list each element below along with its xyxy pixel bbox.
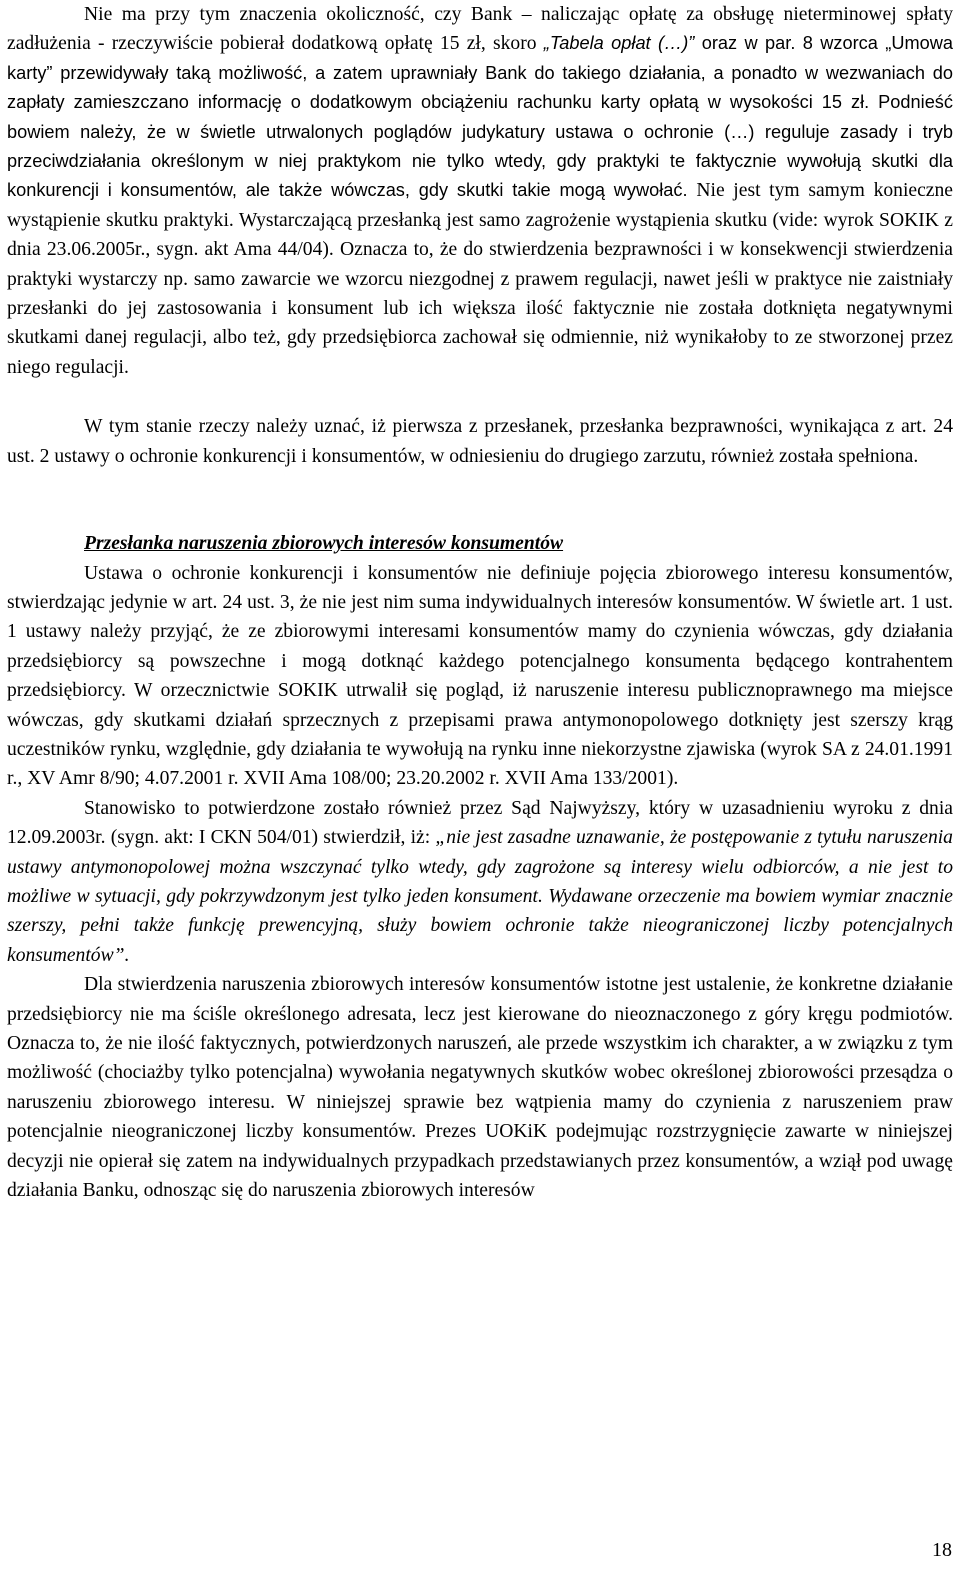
paragraph-5: Dla stwierdzenia naruszenia zbiorowych interesów konsumentów istotne jest ustalenie, że konkretne działanie przedsiębiorcy nie ma ściśle określonego adresata, lecz jest kierowane do nieoznaczonego z góry kręgu podmiotów. Oznacza to, że nie ilość faktycznych, potwierdzonych naruszeń, ale przede wszystkim ich charakter, a w związku z tym możliwość (chociażby tylko potencjalna) wywołania negatywnych skutków wobec określonej zbiorowości przesądza o naruszeniu zbiorowego interesu. W niniejszej sprawie bez wątpienia mamy do czynienia z naruszeniem praw potencjalnie nieograniczonej liczby konsumentów. Prezes UOKiK podejmując rozstrzygnięcie zawarte w niniejszej decyzji nie opierał się zatem na indywidualnych przypadkach przedstawianych przez konsumentów, a wziął pod uwagę działania Banku, odnosząc się do naruszenia zbiorowych interesów [7, 974, 953, 1202]
paragraph-2: W tym stanie rzeczy należy uznać, iż pierwsza z przesłanek, przesłanka bezprawności, wynikająca z art. 24 ust. 2 ustawy o ochronie konkurencji i konsumentów, w odniesieniu do drugiego zarzutu, również została spełniona. [7, 416, 953, 467]
paragraph-1-tabela-oplat: „Tabela opłat (…)” [543, 33, 695, 54]
paragraph-4 [7, 794, 953, 970]
paragraph-4-quote: „nie jest zasadne uznawanie, że postępowanie z tytułu naruszenia ustawy antymonopolowej można wszczynać tylko wtedy, gdy zagrożone są interesy wielu odbiorców, a nie jest to możliwe w sytuacji, gdy pokrzywdzonym jest tylko jeden konsument. Wydawane orzeczenie ma bowiem wymiar znacznie szerszy, pełni także funkcję prewencyjną, służy bowiem ochronie także nieograniczonej liczby potencjalnych konsumentów”. [7, 827, 953, 966]
paragraph-1-part-d: Podnieść bowiem należy, że w świetle utrwalonych poglądów judykatury ustawa o ochronie (…) reguluje zasady i tryb przeciwdziałania określonym w niej praktykom nie tylko wtedy, gdy praktyki te faktycznie wywołują skutki dla konkurencji i konsumentów, ale także wówczas, gdy skutki takie mogą wywołać. [7, 92, 953, 201]
section-heading [7, 529, 953, 558]
document-page [7, 0, 953, 1205]
paragraph-1 [7, 0, 953, 382]
section-heading-text: Przesłanka naruszenia zbiorowych interesów konsumentów [84, 533, 564, 555]
page-number: 18 [932, 1539, 952, 1561]
spacer [7, 471, 953, 529]
paragraph-1-part-a: Nie ma przy tym znaczenia okoliczność, czy Bank – naliczając opłatę za obsługę nieterminowej spłaty zadłużenia - rzeczywiście pobierał dodatkową opłatę 15 zł, skoro [7, 4, 953, 55]
paragraph-1-part-e: Nie jest tym samym konieczne wystąpienie skutku praktyki. Wystarczającą przesłanką jest samo zagrożenie wystąpienia skutku (vide: wyrok SOKIK z dnia 23.06.2005r., sygn. akt Ama 44/04). Oznacza to, że do stwierdzenia bezprawności i w konsekwencji stwierdzenia praktyki wystarczy np. samo zawarcie we wzorcu niezgodnej z prawem regulacji, nawet jeśli w praktyce nie zaistniały przesłanki do jej zastosowania i konsument lub ich większa ilość faktycznie nie została dotknięta negatywnymi skutkami danej regulacji, albo też, gdy przedsiębiorca zachował się odmiennie, niż wynikałoby to ze stworzonej przez niego regulacji. [7, 180, 954, 378]
spacer [7, 382, 953, 412]
paragraph-1-part-c: oraz w par. 8 wzorca „Umowa karty” przewidywały taką możliwość, a zatem uprawniały Bank do takiego działania, a ponadto w wezwaniach do zapłaty zamieszczano informację o dodatkowym obciążeniu rachunku karty opłatą w wysokości 15 zł. [7, 33, 953, 113]
paragraph-4-part-a: Stanowisko to potwierdzone zostało również przez Sąd Najwyższy, który w uzasadnieniu wyroku z dnia 12.09.2003r. (sygn. akt: I CKN 504/01) stwierdził, iż: [7, 797, 953, 849]
paragraph-3: Ustawa o ochronie konkurencji i konsumentów nie definiuje pojęcia zbiorowego interesu konsumentów, stwierdzając jedynie w art. 24 ust. 3, że nie jest nim suma indywidualnych interesów konsumentów. W świetle art. 1 ust. 1 ustawy należy przyjąć, że ze zbiorowymi interesami konsumentów mamy do czynienia wówczas, gdy działania przedsiębiorcy są powszechne i mogą dotknąć każdego potencjalnego konsumenta będącego kontrahentem przedsiębiorcy. W orzecznictwie SOKIK utrwalił się pogląd, iż naruszenie interesu publicznoprawnego ma miejsce wówczas, gdy skutkami działań sprzecznych z przepisami prawa antymonopolowego dotknięty jest szerszy krąg uczestników rynku, względnie, gdy działania te wywołują na rynku inne niekorzystne zjawiska (wyrok SA z 24.01.1991 r., XV Amr 8/90; 4.07.2001 r. XVII Ama 108/00; 23.20.2002 r. XVII Ama 133/2001). [7, 562, 953, 790]
